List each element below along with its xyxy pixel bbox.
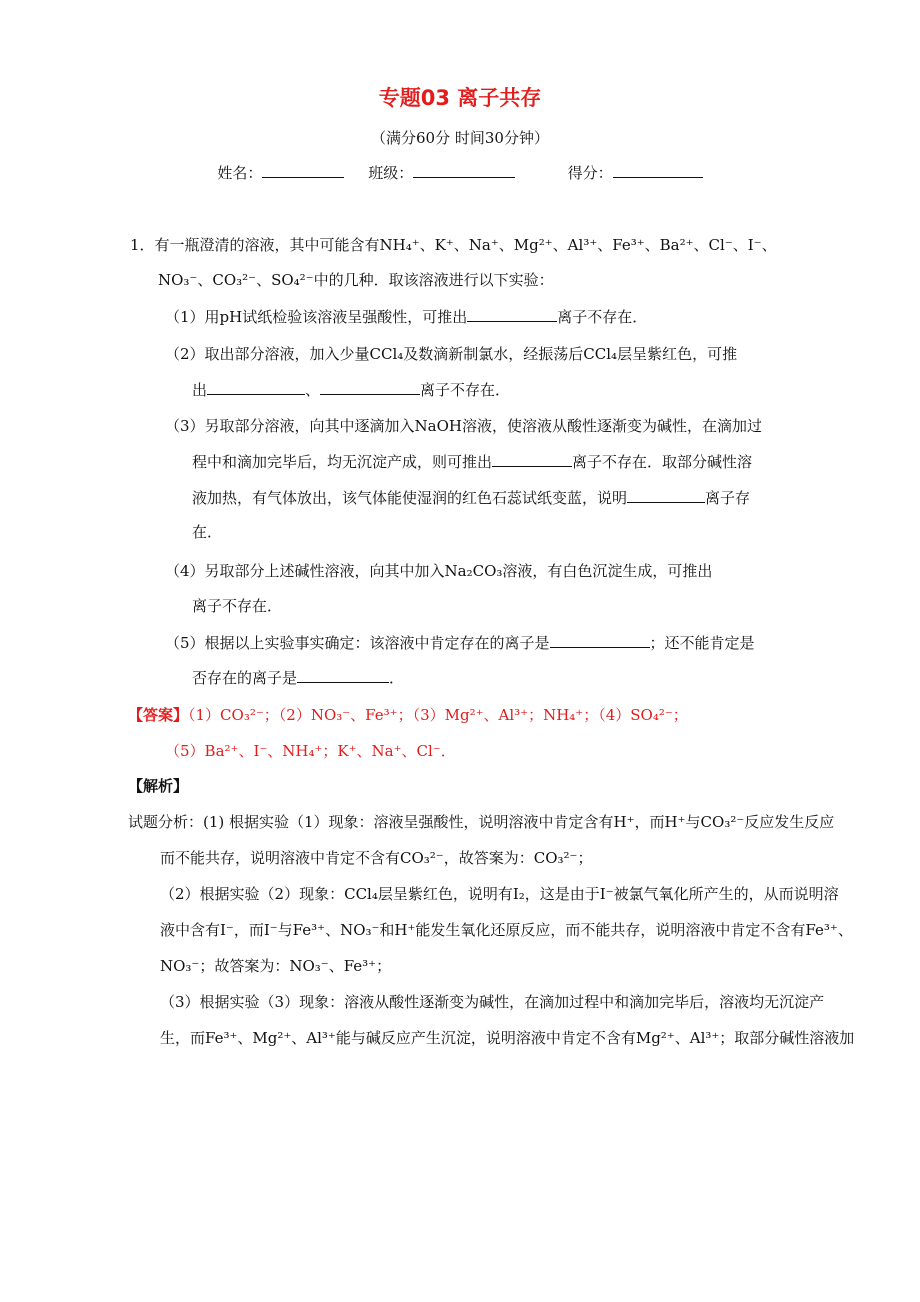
answer-line-2: （5）Ba²⁺、I⁻、NH₄⁺；K⁺、Na⁺、Cl⁻． xyxy=(165,742,456,760)
answer-blank xyxy=(297,668,389,683)
score-label: 得分： xyxy=(567,164,613,182)
part-1: （1）用pH试纸检验该溶液呈强酸性，可推出 离子不存在． xyxy=(165,308,648,326)
question-number: 1． xyxy=(130,236,155,254)
class-label: 班级： xyxy=(368,164,414,182)
page-title: 专题03 离子共存 xyxy=(378,86,542,110)
answer-label: 【答案】 xyxy=(128,706,189,724)
analysis-line-2: 而不能共存，说明溶液中肯定不含有CO₃²⁻，故答案为：CO₃²⁻； xyxy=(160,849,593,867)
part-5-line-2: 否存在的离子是 ． xyxy=(192,669,405,687)
answer-blank xyxy=(320,380,420,395)
part-2-line-1: （2）取出部分溶液，加入少量CCl₄及数滴新制氯水，经振荡后CCl₄层呈紫红色，可推 xyxy=(165,345,738,363)
question-stem-line-2: NO₃⁻、CO₃²⁻、SO₄²⁻中的几种．取该溶液进行以下实验： xyxy=(158,271,554,289)
student-info-row xyxy=(0,162,920,183)
part-4-line-1: （4）另取部分上述碱性溶液，向其中加入Na₂CO₃溶液，有白色沉淀生成，可推出 xyxy=(165,562,713,580)
part-2-line-2: 出 、 离子不存在． xyxy=(192,381,511,399)
answer-blank xyxy=(492,452,572,467)
answer-blank xyxy=(627,488,705,503)
part-3-line-2: 程中和滴加完毕后，均无沉淀产成，则可推出 离子不存在．取部分碱性溶 xyxy=(192,453,753,471)
analysis-line-6: （3）根据实验（3）现象：溶液从酸性逐渐变为碱性，在滴加过程中和滴加完毕后，溶液均无沉淀产 xyxy=(160,993,825,1011)
answer-blank xyxy=(207,380,305,395)
analysis-label: 【解析】 xyxy=(128,777,189,795)
name-blank xyxy=(262,163,344,178)
part-3-line-4: 在． xyxy=(192,523,223,541)
part-3-line-1: （3）另取部分溶液，向其中逐滴加入NaOH溶液，使溶液从酸性逐渐变为碱性，在滴加过 xyxy=(165,417,762,435)
analysis-line-1: 试题分析：(1) 根据实验（1）现象：溶液呈强酸性，说明溶液中肯定含有H⁺，而H⁺与CO₃²⁻反应发生反应 xyxy=(128,813,835,831)
question-stem-line-1: 1．有一瓶澄清的溶液，其中可能含有NH₄⁺、K⁺、Na⁺、Mg²⁺、Al³⁺、Fe³⁺、Ba²⁺、Cl⁻、I⁻、 xyxy=(130,236,777,254)
score-blank xyxy=(613,163,703,178)
part-5-line-1: （5）根据以上实验事实确定：该溶液中肯定存在的离子是 ；还不能肯定是 xyxy=(165,634,755,652)
answer-blank xyxy=(550,633,650,648)
answer-blank xyxy=(467,307,557,322)
analysis-line-7: 生，而Fe³⁺、Mg²⁺、Al³⁺能与碱反应产生沉淀，说明溶液中肯定不含有Mg²⁺、Al³⁺；取部分碱性溶液加 xyxy=(160,1029,855,1047)
analysis-line-4: 液中含有I⁻，而I⁻与Fe³⁺、NO₃⁻和H⁺能发生氧化还原反应，而不能共存，说明溶液中肯定不含有Fe³⁺、 xyxy=(160,921,853,939)
answer-line-1: 【答案】（1）CO₃²⁻；（2）NO₃⁻、Fe³⁺；（3）Mg²⁺、Al³⁺；NH₄⁺；（4）SO₄²⁻； xyxy=(128,706,688,724)
analysis-line-5: NO₃⁻；故答案为：NO₃⁻、Fe³⁺； xyxy=(160,957,392,975)
name-label: 姓名： xyxy=(217,164,263,182)
exam-subtitle: （满分60分 时间30分钟） xyxy=(371,129,549,147)
class-blank xyxy=(413,163,515,178)
analysis-line-3: （2）根据实验（2）现象：CCl₄层呈紫红色，说明有I₂，这是由于I⁻被氯气氧化所产生的，从而说明溶 xyxy=(160,885,839,903)
part-3-line-3: 液加热，有气体放出，该气体能使湿润的红色石蕊试纸变蓝，说明 离子存 xyxy=(192,489,751,507)
part-4-line-2: 离子不存在． xyxy=(192,597,283,615)
